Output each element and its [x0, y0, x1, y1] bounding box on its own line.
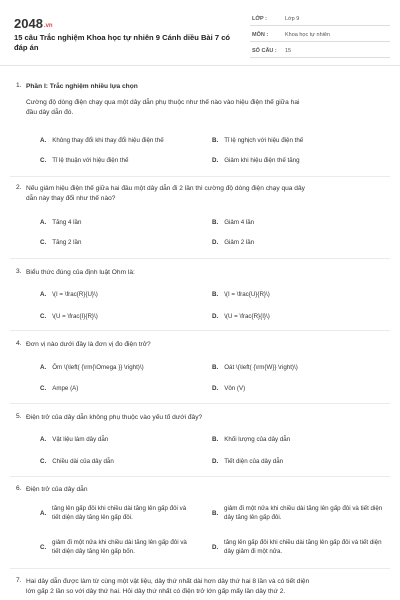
option-key: B. [212, 137, 219, 144]
option-key: B. [212, 436, 219, 443]
option-text: Ôm \(\left( {\rm{\Omega }} \right)\) [52, 364, 144, 371]
meta-subject [250, 28, 390, 42]
option-key: C. [40, 313, 47, 320]
answer-option[interactable] [212, 312, 270, 322]
question-text: Điện trở của dây dẫn không phụ thuộc vào yếu tố dưới đây? [26, 414, 203, 421]
answer-option[interactable] [212, 538, 387, 558]
answer-option[interactable] [40, 156, 128, 166]
option-key: C. [40, 239, 47, 246]
option-key: A. [40, 364, 47, 371]
option-key: B. [212, 364, 219, 371]
document-header [0, 0, 400, 66]
option-key: B. [212, 510, 219, 517]
answer-option[interactable] [40, 238, 81, 248]
divider [10, 476, 390, 477]
divider [10, 258, 390, 259]
answer-option[interactable] [212, 218, 254, 228]
option-key: D. [212, 385, 219, 392]
option-key: D. [212, 239, 219, 246]
option-key: C. [40, 157, 47, 164]
option-key: B. [212, 219, 219, 226]
question-text: dẫn này thay đổi như thế nào? [26, 195, 116, 202]
question-number: 2. [16, 184, 22, 191]
option-key: B. [212, 291, 219, 298]
answer-option[interactable] [40, 218, 81, 228]
divider [10, 568, 390, 569]
option-text: Khối lượng của dây dẫn [224, 436, 291, 443]
option-key: A. [40, 436, 47, 443]
option-text: Vật liệu làm dây dẫn [52, 436, 109, 443]
option-text: Ampe (A) [52, 385, 79, 392]
option-text: Tỉ lệ nghịch với hiệu điện thế [224, 137, 304, 144]
option-text: Chiều dài của dây dẫn [52, 458, 114, 465]
option-text: Tiết diện của dây dẫn [224, 458, 284, 465]
answer-option[interactable] [40, 457, 114, 467]
meta-value: 15 [285, 48, 292, 54]
answer-option[interactable] [212, 238, 254, 248]
option-text: Tỉ lệ thuận với hiệu điện thế [52, 157, 129, 164]
answer-option[interactable] [212, 290, 270, 300]
answer-option[interactable] [40, 538, 200, 558]
option-text: \(U = \frac{R}{I}\) [224, 313, 270, 320]
question-text: Biểu thức đúng của định luật Ohm là: [26, 269, 135, 276]
option-text: tăng lên gấp đôi khi chiều dài tăng lên gấp đôi và tiết diện dây tăng lên gấp đôi. [52, 505, 187, 521]
option-text: tăng lên gấp đôi khi chiều dài tăng lên gấp đôi và tiết diện dây giảm đi một nửa. [224, 539, 382, 555]
question-text: đầu dây dẫn đó. [26, 109, 74, 116]
answer-option[interactable] [212, 156, 300, 166]
option-key: A. [40, 137, 47, 144]
option-text: Không thay đổi khi thay đổi hiệu điện thế [52, 137, 164, 144]
question-number: 7. [16, 577, 22, 584]
question-number: 6. [16, 485, 22, 492]
section-heading: Phần I: Trắc nghiệm nhiều lựa chọn [26, 83, 138, 90]
meta-label: MÔN : [252, 32, 269, 38]
option-text: Giảm 2 lần [224, 239, 255, 246]
site-logo[interactable] [14, 16, 53, 31]
option-text: giảm đi một nửa khi chiều dài tăng lên gấp đôi và tiết diện dây tăng lên gấp bốn. [52, 539, 187, 555]
answer-option[interactable] [212, 363, 298, 373]
option-key: D. [212, 313, 219, 320]
option-key: D. [212, 458, 219, 465]
option-text: Giảm khi hiệu điện thế tăng [224, 157, 300, 164]
answer-option[interactable] [40, 290, 98, 300]
answer-option[interactable] [212, 384, 245, 394]
question-text: Điện trở của dây dẫn [26, 486, 88, 493]
question-number: 4. [16, 340, 22, 347]
meta-label: SỐ CÂU : [252, 48, 277, 54]
option-key: A. [40, 291, 47, 298]
option-text: Oát \(\left( {\rm{W}} \right)\) [224, 364, 298, 371]
logo-text: 2048 [14, 16, 43, 31]
question-list [0, 66, 400, 600]
question-number: 3. [16, 268, 22, 275]
option-key: C. [40, 385, 47, 392]
option-text: \(I = \frac{R}{U}\) [52, 291, 98, 298]
answer-option[interactable] [40, 136, 164, 146]
answer-option[interactable] [40, 435, 108, 445]
question-number: 5. [16, 413, 22, 420]
answer-option[interactable] [212, 435, 290, 445]
divider [10, 330, 390, 331]
divider [10, 176, 390, 177]
option-key: D. [212, 544, 219, 551]
option-text: giảm đi một nửa khi chiều dài tăng lên gấp đôi và tiết diện dây tăng lên gấp đôi. [224, 505, 383, 521]
option-key: C. [40, 544, 47, 551]
option-key: A. [40, 510, 47, 517]
meta-count [250, 44, 390, 58]
meta-value: Khoa học tự nhiên [285, 32, 330, 38]
meta-label: LỚP : [252, 16, 267, 22]
question-text: Hai dây dẫn được làm từ cùng một vật liệu, dây thứ nhất dài hơn dây thứ hai 8 lần và có tiết diện [26, 578, 310, 585]
answer-option[interactable] [40, 504, 200, 524]
answer-option[interactable] [212, 136, 303, 146]
option-text: Tăng 4 lần [52, 219, 82, 226]
option-text: \(I = \frac{U}{R}\) [224, 291, 270, 298]
meta-value: Lớp 9 [285, 16, 300, 22]
answer-option[interactable] [212, 457, 283, 467]
answer-option[interactable] [212, 504, 387, 524]
option-key: C. [40, 458, 47, 465]
question-text: Nếu giảm hiệu điện thế giữa hai đầu một dây dẫn đi 2 lần thì cường độ dòng điện chạy qua dây [26, 185, 305, 192]
answer-option[interactable] [40, 312, 98, 322]
answer-option[interactable] [40, 363, 144, 373]
document-title: 15 câu Trắc nghiệm Khoa học tự nhiên 9 Cánh diều Bài 7 có đáp án [14, 33, 231, 52]
option-text: Tăng 2 lần [52, 239, 82, 246]
option-text: Giảm 4 lần [224, 219, 255, 226]
divider [10, 403, 390, 404]
option-text: \(U = \frac{I}{R}\) [52, 313, 98, 320]
logo-suffix: .vn [43, 23, 53, 29]
option-key: A. [40, 219, 47, 226]
question-number: 1. [16, 82, 22, 89]
option-key: D. [212, 157, 219, 164]
question-text: Đơn vị nào dưới đây là đơn vị đo điện trở? [26, 341, 151, 348]
question-text: Cường độ dòng điện chạy qua một dây dẫn phụ thuộc như thế nào vào hiệu điện thế giữa hai [26, 99, 300, 106]
question-text: lớn gấp 2 lần so với dây thứ hai. Hỏi dây thứ nhất có điện trở lớn gấp mấy lần dây thứ 2. [26, 588, 286, 595]
meta-class [250, 12, 390, 26]
answer-option[interactable] [40, 384, 78, 394]
option-text: Vôn (V) [224, 385, 246, 392]
